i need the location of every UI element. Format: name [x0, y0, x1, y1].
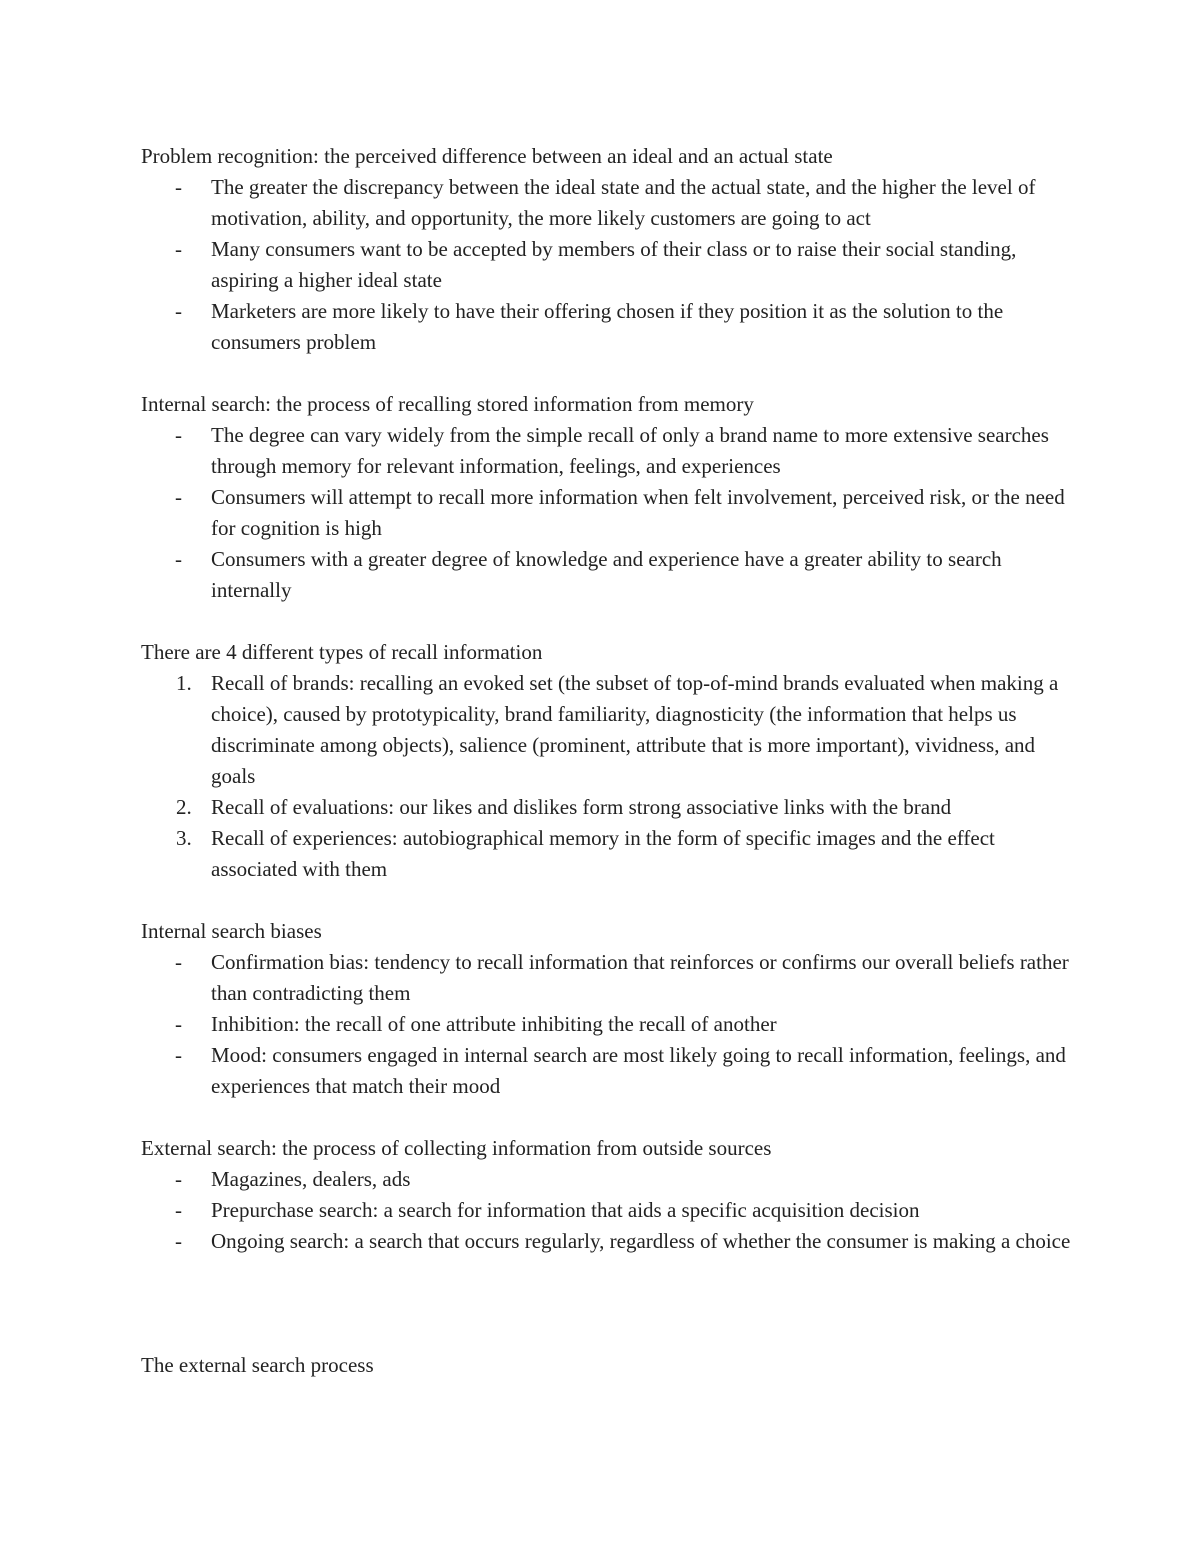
list-item — [141, 668, 1071, 792]
number-marker: 1. — [176, 671, 192, 695]
dash-marker: - — [175, 1012, 182, 1036]
number-marker: 3. — [176, 826, 192, 850]
blank-space — [141, 1288, 1071, 1350]
dash-marker: - — [175, 485, 182, 509]
list-item-text: Recall of evaluations: our likes and dislikes form strong associative links with the brand — [211, 795, 952, 819]
list-item-text: Ongoing search: a search that occurs regularly, regardless of whether the consumer is making a choice — [211, 1229, 1071, 1253]
dash-marker: - — [175, 423, 182, 447]
list-item — [141, 1164, 1071, 1195]
bullet-list — [141, 1164, 1071, 1257]
list-item — [141, 296, 1071, 358]
list-item — [141, 482, 1071, 544]
dash-marker: - — [175, 1229, 182, 1253]
section-heading: Internal search biases — [141, 919, 322, 943]
dash-marker: - — [175, 299, 182, 323]
list-item-text: The degree can vary widely from the simple recall of only a brand name to more extensive searches through memory for relevant information, feelings, and experiences — [211, 423, 1049, 478]
section-internal-search-biases — [141, 916, 1071, 1102]
list-item — [141, 234, 1071, 296]
list-item — [141, 1040, 1071, 1102]
list-item — [141, 1226, 1071, 1257]
dash-marker: - — [175, 950, 182, 974]
number-marker: 2. — [176, 795, 192, 819]
section-problem-recognition — [141, 141, 1071, 358]
list-item-text: Confirmation bias: tendency to recall information that reinforces or confirms our overall beliefs rather than contradicting them — [211, 950, 1069, 1005]
section-heading: Problem recognition: the perceived difference between an ideal and an actual state — [141, 144, 833, 168]
bullet-list — [141, 947, 1071, 1102]
list-item — [141, 792, 1071, 823]
bullet-list — [141, 420, 1071, 606]
section-heading: There are 4 different types of recall information — [141, 640, 543, 664]
document-body — [141, 141, 1071, 1381]
list-item-text: Inhibition: the recall of one attribute inhibiting the recall of another — [211, 1012, 777, 1036]
final-heading: The external search process — [141, 1353, 374, 1377]
list-item-text: The greater the discrepancy between the ideal state and the actual state, and the higher the level of motivation, ability, and opportunity, the more likely customers are going to act — [211, 175, 1036, 230]
numbered-list — [141, 668, 1071, 885]
list-item — [141, 420, 1071, 482]
section-heading: Internal search: the process of recalling stored information from memory — [141, 392, 754, 416]
section-recall-types — [141, 637, 1071, 885]
list-item-text: Recall of brands: recalling an evoked set (the subset of top-of-mind brands evaluated when making a choice), caused by prototypicality, brand familiarity, diagnosticity (the information that helps us discriminate among objects), salience (prominent, attribute that is more important), vividness, and goals — [211, 671, 1059, 788]
list-item — [141, 1195, 1071, 1226]
list-item-text: Magazines, dealers, ads — [211, 1167, 411, 1191]
list-item-text: Mood: consumers engaged in internal search are most likely going to recall information, feelings, and experiences that match their mood — [211, 1043, 1066, 1098]
section-heading: External search: the process of collecting information from outside sources — [141, 1136, 772, 1160]
dash-marker: - — [175, 547, 182, 571]
list-item-text: Recall of experiences: autobiographical memory in the form of specific images and the effect associated with them — [211, 826, 995, 881]
section-external-search — [141, 1133, 1071, 1257]
list-item — [141, 1009, 1071, 1040]
section-internal-search — [141, 389, 1071, 606]
dash-marker: - — [175, 1167, 182, 1191]
list-item-text: Prepurchase search: a search for information that aids a specific acquisition decision — [211, 1198, 920, 1222]
list-item — [141, 823, 1071, 885]
list-item-text: Consumers will attempt to recall more information when felt involvement, perceived risk, or the need for cognition is high — [211, 485, 1065, 540]
list-item-text: Marketers are more likely to have their offering chosen if they position it as the solution to the consumers problem — [211, 299, 1004, 354]
dash-marker: - — [175, 1198, 182, 1222]
list-item — [141, 172, 1071, 234]
dash-marker: - — [175, 1043, 182, 1067]
list-item — [141, 947, 1071, 1009]
list-item-text: Many consumers want to be accepted by members of their class or to raise their social standing, aspiring a higher ideal state — [211, 237, 1017, 292]
list-item — [141, 544, 1071, 606]
bullet-list — [141, 172, 1071, 358]
dash-marker: - — [175, 237, 182, 261]
dash-marker: - — [175, 175, 182, 199]
list-item-text: Consumers with a greater degree of knowledge and experience have a greater ability to search internally — [211, 547, 1002, 602]
